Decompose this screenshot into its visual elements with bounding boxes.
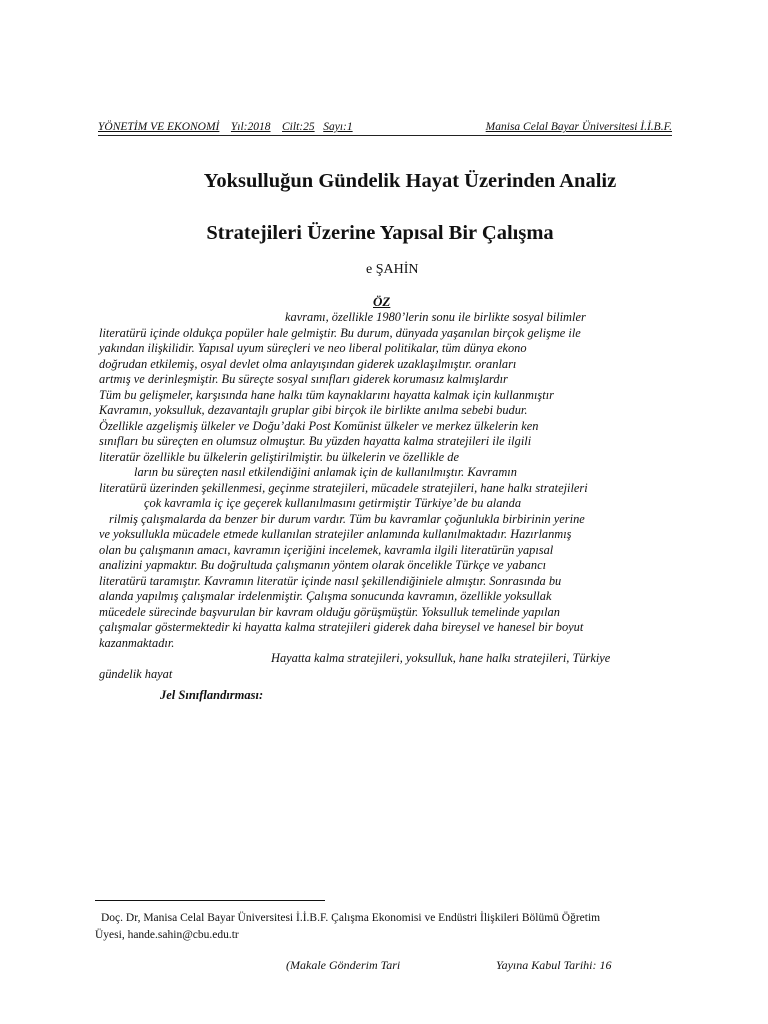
keywords-line1: Hayatta kalma stratejileri, yoksulluk, hane halkı stratejileri, Türkiye [271, 651, 611, 665]
abstract-line: analizini yapmaktır. Bu doğrultuda çalışmanın yöntem olarak öncelikle Türkçe ve yabancı [99, 558, 547, 572]
submission-date: (Makale Gönderim Tari [286, 958, 401, 972]
paper-title-line1: Yoksulluğun Gündelik Hayat Üzerinden Analiz [203, 170, 617, 192]
abstract-line: yakından ilişkilidir. Yapısal uyum süreçleri ve neo liberal politikalar, tüm dünya ekono [99, 341, 527, 355]
footnote-line1: Doç. Dr, Manisa Celal Bayar Üniversitesi İ.İ.B.F. Çalışma Ekonomisi ve Endüstri İlişkileri Bölümü Öğretim [101, 912, 601, 924]
abstract-heading: ÖZ [373, 294, 391, 309]
abstract-line: Kavramın, yoksulluk, dezavantajlı gruplar gibi birçok ile birlikte anılma sebebi budur. [99, 403, 528, 417]
journal-year: Yıl:2018 [230, 121, 271, 133]
footnote-divider [95, 900, 325, 901]
abstract-line: literatürü üzerinden şekillenmesi, geçinme stratejileri, mücadele stratejileri, hane halkı stratejileri [99, 480, 588, 495]
keywords-line2: gündelik hayat [99, 666, 173, 681]
abstract-line: Tüm bu gelişmeler, karşısında hane halkı tüm kaynaklarını hayatta kalmak için kullanmıştır [99, 387, 554, 402]
abstract-line: literatürü içinde oldukça popüler hale gelmiştir. Bu durum, dünyada yaşanılan birçok gelişme ile [99, 325, 581, 340]
author-footnote [95, 910, 675, 944]
abstract-line: artmış ve derinleşmiştir. Bu süreçte sosyal sınıfları giderek korumasız kalmışlardır [99, 372, 508, 386]
jel-classification: Jel Sınıflandırması: [160, 688, 264, 702]
abstract-line: çok kavramla iç içe geçerek kullanılmasını getirmiştir Türkiye’de bu alanda [144, 496, 522, 510]
abstract-line: sınıfları bu süreçten en olumsuz olmuştur. Bu yüzden hayatta kalma stratejileri ile ilgili [99, 434, 532, 448]
paper-title-line2: Stratejileri Üzerine Yapısal Bir Çalışma [206, 222, 554, 244]
abstract-line: mücedele sürecinde başvurulan bir kavram olduğu görüşmüştür. Yoksulluk temelinde yapılan [99, 604, 560, 619]
acceptance-date: Yayına Kabul Tarihi: 16 [496, 958, 612, 972]
abstract-body [99, 310, 669, 682]
abstract-line: rilmiş çalışmalarda da benzer bir durum vardır. Tüm bu kavramlar çoğunlukla birbirinin yerine [109, 511, 585, 526]
abstract-line: ve yoksullukla mücadele etmede kullanılan stratejiler anlamında kullanılmaktadır. Hazırlanmış [99, 527, 572, 541]
journal-name: YÖNETİM VE EKONOMİ [98, 121, 220, 133]
author-name: e ŞAHİN [366, 262, 419, 277]
abstract-line: olan bu çalışmanın amacı, kavramın içeriğini incelemek, kavramla ilgili literatürün yapısal [99, 542, 554, 557]
abstract-line: Özellikle azgelişmiş ülkeler ve Doğu’daki Post Komünist ülkeler ve merkez ülkelerin ken [99, 418, 539, 433]
journal-institution: Manisa Celal Bayar Üniversitesi İ.İ.B.F. [485, 121, 672, 133]
abstract-line: doğrudan etkilemiş, osyal devlet olma anlayışından giderek uzaklaşılmıştır. oranları [99, 356, 517, 371]
abstract-line: alanda yapılmış çalışmalar irdelenmiştir. Çalışma sonucunda kavramın, özellikle yoksullak [99, 589, 552, 603]
abstract-line: ların bu süreçten nasıl etkilendiğini anlamak için de kullanılmıştır. Kavramın [134, 465, 517, 479]
abstract-line: kavramı, özellikle 1980’lerin sonu ile birlikte sosyal bilimler [285, 310, 586, 324]
abstract-line: çalışmalar göstermektedir ki hayatta kalma stratejileri giderek daha bireysel ve hanesel bir boyut [99, 620, 584, 634]
footnote-line2: Üyesi, hande.sahin@cbu.edu.tr [95, 929, 239, 941]
abstract-line: literatür özellikle bu ülkelerin geliştirilmiştir. bu ülkelerin ve özellikle de [99, 449, 459, 464]
abstract-line: literatürü taramıştır. Kavramın literatür içinde nasıl şekillendiğiniele almıştır. Sonrasında bu [99, 573, 562, 588]
abstract-line: kazanmaktadır. [99, 635, 175, 650]
journal-header [98, 121, 672, 136]
journal-issue: Sayı:1 [323, 121, 353, 133]
journal-volume: Cilt:25 [282, 121, 315, 133]
